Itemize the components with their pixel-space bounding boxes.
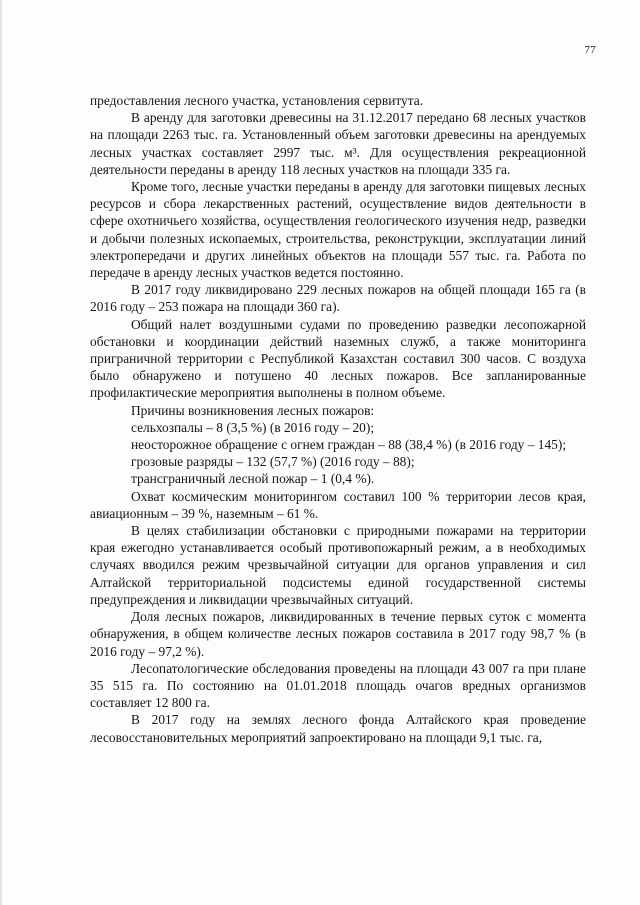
paragraph-fire-causes-heading: Причины возникновения лесных пожаров: (131, 402, 375, 418)
paragraph-fires-2017: В 2017 году ликвидировано 229 лесных пожаров на общей площади 165 га (в 2016 году – 253 пожара на площади 360 га). (90, 282, 586, 315)
paragraph-cause-agri-burning: сельхозпалы – 8 (3,5 %) (в 2016 году – 20); (131, 419, 375, 435)
paragraph-reforestation: В 2017 году на землях лесного фонда Алтайского края проведение лесовосстановительных мероприятий запроектировано на площади 9,1 тыс. га, (90, 712, 586, 745)
paragraph-cause-lightning: грозовые разряды – 132 (57,7 %) (2016 году – 88); (131, 454, 415, 470)
paragraph-other-leases: Кроме того, лесные участки переданы в аренду для заготовки пищевых лесных ресурсов и сбора лекарственных растений, осуществление видов деятельности в сфере охотничьего хозяйства, осуществления геологического изучения недр, разведки и добычи полезных ископаемых, строительства, реконструкции, эксплуатации линий электропередачи и других линейных объектов на площади 557 тыс. га. Работа по передаче в аренду лесных участков ведется постоянно. (90, 179, 586, 281)
paragraph-lease-end: предоставления лесного участка, установления сервитута. (90, 93, 424, 108)
paragraph-cause-careless: неосторожное обращение с огнем граждан – 88 (38,4 %) (в 2016 году – 145); (131, 437, 567, 453)
paragraph-monitoring-coverage: Охват космическим мониторингом составил 100 % территории лесов края, авиационным – 39 %, наземным – 61 %. (90, 488, 586, 521)
body-text (90, 92, 586, 746)
scan-edge (0, 0, 3, 905)
page-number: 77 (584, 44, 596, 56)
paragraph-pathology: Лесопатологические обследования проведены на площади 43 007 га при плане 35 515 га. По состоянию на 01.01.2018 площадь очагов вредных организмов составляет 12 800 га. (90, 660, 586, 711)
paragraph-timber-lease: В аренду для заготовки древесины на 31.12.2017 передано 68 лесных участков на площади 2263 тыс. га. Установленный объем заготовки древесины на арендуемых лесных участках составляет 2997 тыс. м³. Для осуществления рекреационной деятельности переданы в аренду 118 лесных участков на площади 335 га. (90, 110, 586, 177)
paragraph-cause-crossborder: трансграничный лесной пожар – 1 (0,4 %). (131, 471, 375, 487)
paragraph-fire-regime: В целях стабилизации обстановки с природными пожарами на территории края ежегодно устанавливается особый противопожарный режим, а в необходимых случаях вводился режим чрезвычайной ситуации для органов управления и сил Алтайской территориальной подсистемы единой государственной системы предупреждения и ликвидации чрезвычайных ситуаций. (90, 523, 586, 607)
paragraph-air-patrol: Общий налет воздушными судами по проведению разведки лесопожарной обстановки и координации действий наземных служб, а также мониторинга приграничной территории с Республикой Казахстан составил 300 часов. С воздуха было обнаружено и потушено 40 лесных пожаров. Все запланированные профилактические мероприятия выполнены в полном объеме. (90, 316, 586, 401)
paragraph-first-day-share: Доля лесных пожаров, ликвидированных в течение первых суток с момента обнаружения, в общем количестве лесных пожаров составила в 2017 году 98,7 % (в 2016 году – 97,2 %). (90, 609, 586, 659)
